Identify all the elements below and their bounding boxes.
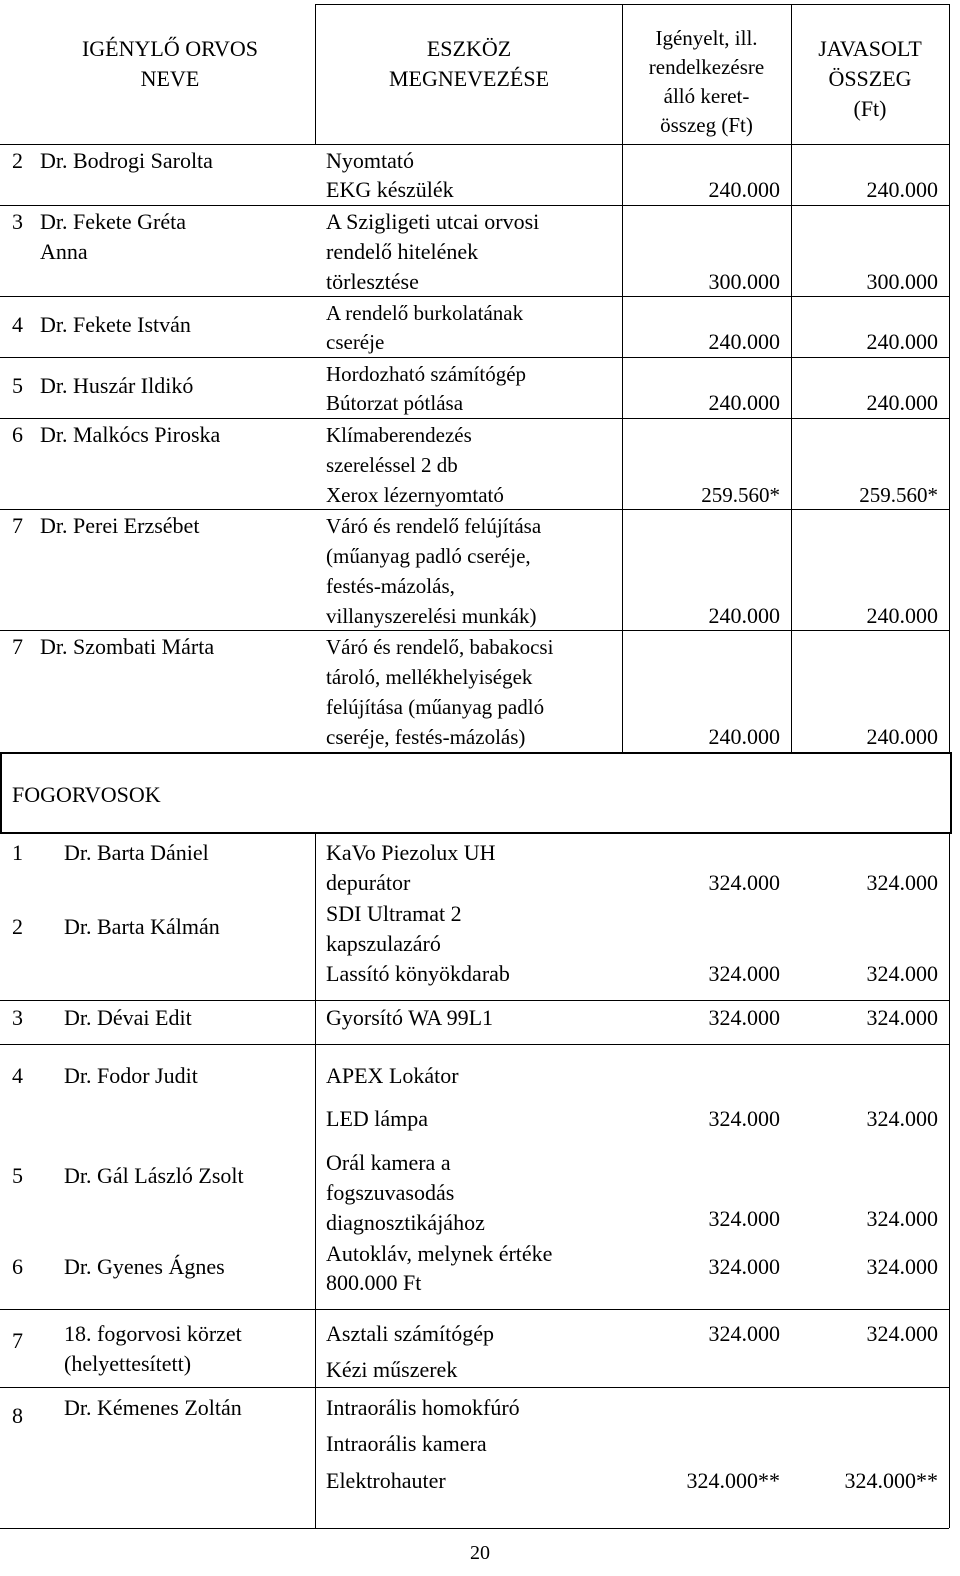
device-line: szereléssel 2 db bbox=[326, 453, 458, 477]
device-line: Elektrohauter bbox=[326, 1468, 446, 1493]
device-line: cseréje, festés-mázolás) bbox=[326, 725, 526, 749]
requested-amount: 259.560* bbox=[701, 483, 780, 507]
row-number: 1 bbox=[12, 840, 23, 865]
requested-amount: 324.000 bbox=[708, 1321, 780, 1346]
device-line: Autokláv, melynek értéke bbox=[326, 1241, 553, 1266]
device-line: diagnosztikájához bbox=[326, 1210, 485, 1235]
requested-amount: 300.000 bbox=[708, 269, 780, 294]
requested-amount: 240.000 bbox=[708, 177, 780, 202]
device-line: (műanyag padló cseréje, bbox=[326, 544, 531, 568]
row-number: 7 bbox=[12, 634, 23, 659]
proposed-amount: 324.000** bbox=[844, 1468, 938, 1493]
row-separator bbox=[0, 205, 949, 206]
doctor-name: 18. fogorvosi körzet (helyettesített) bbox=[64, 1321, 242, 1376]
requested-amount: 324.000 bbox=[708, 1254, 780, 1279]
proposed-amount: 240.000 bbox=[866, 177, 938, 202]
device-line: Klímaberendezés bbox=[326, 423, 472, 447]
row-number: 3 bbox=[12, 1005, 23, 1030]
row-separator bbox=[0, 1387, 949, 1388]
device-line: KaVo Piezolux UH bbox=[326, 840, 496, 865]
column-divider bbox=[622, 144, 623, 752]
row-number: 6 bbox=[12, 422, 23, 447]
row-number: 7 bbox=[12, 1328, 23, 1353]
header-top-rule bbox=[315, 4, 949, 5]
proposed-amount: 259.560* bbox=[859, 483, 938, 507]
row-separator bbox=[0, 1309, 949, 1310]
header-bottom-rule bbox=[0, 144, 949, 145]
row-number: 6 bbox=[12, 1254, 23, 1279]
device-line: Kézi műszerek bbox=[326, 1357, 458, 1382]
page-number: 20 bbox=[470, 1542, 490, 1564]
doctor-name: Dr. Barta Kálmán bbox=[64, 914, 220, 939]
device-line: Xerox lézernyomtató bbox=[326, 483, 504, 507]
doctor-name: Dr. Perei Erzsébet bbox=[40, 513, 200, 538]
requested-amount: 240.000 bbox=[708, 724, 780, 749]
proposed-amount: 324.000 bbox=[866, 1321, 938, 1346]
device-line: 800.000 Ft bbox=[326, 1270, 422, 1295]
device-line: LED lámpa bbox=[326, 1106, 429, 1131]
row-number: 3 bbox=[12, 209, 23, 234]
row-number: 2 bbox=[12, 914, 23, 939]
section-box-left bbox=[0, 752, 2, 834]
section-box-right bbox=[950, 752, 952, 834]
device-line: fogszuvasodás bbox=[326, 1180, 455, 1205]
doctor-name: Dr. Fekete István bbox=[40, 312, 191, 337]
proposed-amount: 324.000 bbox=[866, 870, 938, 895]
row-separator bbox=[0, 418, 949, 419]
device-line: kapszulazáró bbox=[326, 931, 441, 956]
device-line: Intraorális kamera bbox=[326, 1431, 487, 1456]
header-device-name: ESZKÖZ MEGNEVEZÉSE bbox=[388, 36, 550, 91]
row-separator bbox=[0, 1000, 949, 1001]
device-line: Váró és rendelő felújítása bbox=[326, 514, 542, 538]
row-number: 8 bbox=[12, 1403, 23, 1428]
requested-amount: 324.000 bbox=[708, 1106, 780, 1131]
doctor-name: Dr. Szombati Márta bbox=[40, 634, 215, 659]
header-requested-amount: Igényelt, ill. rendelkezésre álló keret- összeg (Ft) bbox=[648, 26, 765, 137]
row-number: 4 bbox=[12, 1063, 23, 1088]
doctor-name: Dr. Barta Dániel bbox=[64, 840, 209, 865]
device-line: EKG készülék bbox=[326, 177, 454, 202]
device-line: rendelő hitelének bbox=[326, 239, 479, 264]
row-number: 4 bbox=[12, 312, 23, 337]
row-number: 5 bbox=[12, 373, 23, 398]
device-line: villanyszerelési munkák) bbox=[326, 604, 537, 628]
device-line: SDI Ultramat 2 bbox=[326, 901, 462, 926]
header-divider-4 bbox=[949, 4, 950, 144]
column-divider bbox=[949, 834, 950, 1528]
proposed-amount: 240.000 bbox=[866, 329, 938, 354]
proposed-amount: 240.000 bbox=[866, 390, 938, 415]
device-line: A Szigligeti utcai orvosi bbox=[326, 209, 540, 234]
proposed-amount: 324.000 bbox=[866, 961, 938, 986]
device-line: A rendelő burkolatának bbox=[326, 301, 524, 325]
device-line: cseréje bbox=[326, 330, 385, 354]
device-line: Hordozható számítógép bbox=[326, 362, 527, 386]
proposed-amount: 324.000 bbox=[866, 1206, 938, 1231]
header-doctor-name: IGÉNYLŐ ORVOS NEVE bbox=[81, 36, 259, 91]
requested-amount: 324.000 bbox=[708, 1005, 780, 1030]
proposed-amount: 240.000 bbox=[866, 603, 938, 628]
device-line: depurátor bbox=[326, 870, 411, 895]
section-box-top bbox=[0, 752, 952, 754]
device-line: Lassító könyökdarab bbox=[326, 961, 510, 986]
doctor-name: Dr. Malkócs Piroska bbox=[40, 422, 221, 447]
doctor-name: Dr. Dévai Edit bbox=[64, 1005, 192, 1030]
row-number: 5 bbox=[12, 1163, 23, 1188]
device-line: Orál kamera a bbox=[326, 1150, 451, 1175]
requested-amount: 324.000 bbox=[708, 1206, 780, 1231]
column-divider bbox=[949, 144, 950, 752]
proposed-amount: 324.000 bbox=[866, 1106, 938, 1131]
proposed-amount: 300.000 bbox=[866, 269, 938, 294]
doctor-name: Dr. Gyenes Ágnes bbox=[64, 1254, 225, 1279]
device-line: Intraorális homokfúró bbox=[326, 1395, 520, 1420]
row-separator bbox=[0, 1528, 949, 1529]
column-divider bbox=[315, 834, 316, 1528]
doctor-name: Dr. Fodor Judit bbox=[64, 1063, 198, 1088]
column-divider bbox=[791, 144, 792, 752]
device-line: festés-mázolás, bbox=[326, 574, 455, 598]
header-divider-2 bbox=[622, 4, 623, 144]
requested-amount: 240.000 bbox=[708, 329, 780, 354]
row-number: 7 bbox=[12, 513, 23, 538]
requested-amount: 240.000 bbox=[708, 390, 780, 415]
row-separator bbox=[0, 357, 949, 358]
doctor-name: Dr. Bodrogi Sarolta bbox=[40, 148, 213, 173]
doctor-name: Dr. Huszár Ildikó bbox=[40, 373, 194, 398]
device-line: tároló, mellékhelyiségek bbox=[326, 665, 533, 689]
section-title: FOGORVOSOK bbox=[12, 782, 161, 807]
doctor-name: Dr. Kémenes Zoltán bbox=[64, 1395, 242, 1420]
device-line: Asztali számítógép bbox=[326, 1321, 495, 1346]
header-proposed-amount: JAVASOLT ÖSSZEG (Ft) bbox=[818, 36, 922, 121]
requested-amount: 324.000 bbox=[708, 961, 780, 986]
row-number: 2 bbox=[12, 148, 23, 173]
device-line: Nyomtató bbox=[326, 148, 414, 173]
requested-amount: 324.000** bbox=[686, 1468, 780, 1493]
proposed-amount: 240.000 bbox=[866, 724, 938, 749]
device-line: Gyorsító WA 99L1 bbox=[326, 1005, 494, 1030]
header-divider-1 bbox=[315, 4, 316, 144]
doctor-name: Dr. Gál László Zsolt bbox=[64, 1163, 244, 1188]
requested-amount: 240.000 bbox=[708, 603, 780, 628]
header-divider-3 bbox=[791, 4, 792, 144]
proposed-amount: 324.000 bbox=[866, 1254, 938, 1279]
proposed-amount: 324.000 bbox=[866, 1005, 938, 1030]
device-line: APEX Lokátor bbox=[326, 1063, 459, 1088]
row-separator bbox=[0, 1044, 949, 1045]
device-line: Bútorzat pótlása bbox=[326, 391, 464, 415]
device-line: törlesztése bbox=[326, 269, 419, 294]
device-line: felújítása (műanyag padló bbox=[326, 695, 545, 719]
device-line: Váró és rendelő, babakocsi bbox=[326, 635, 554, 659]
requested-amount: 324.000 bbox=[708, 870, 780, 895]
doctor-name: Dr. Fekete Gréta Anna bbox=[40, 209, 186, 264]
section-box-bottom bbox=[0, 832, 952, 834]
